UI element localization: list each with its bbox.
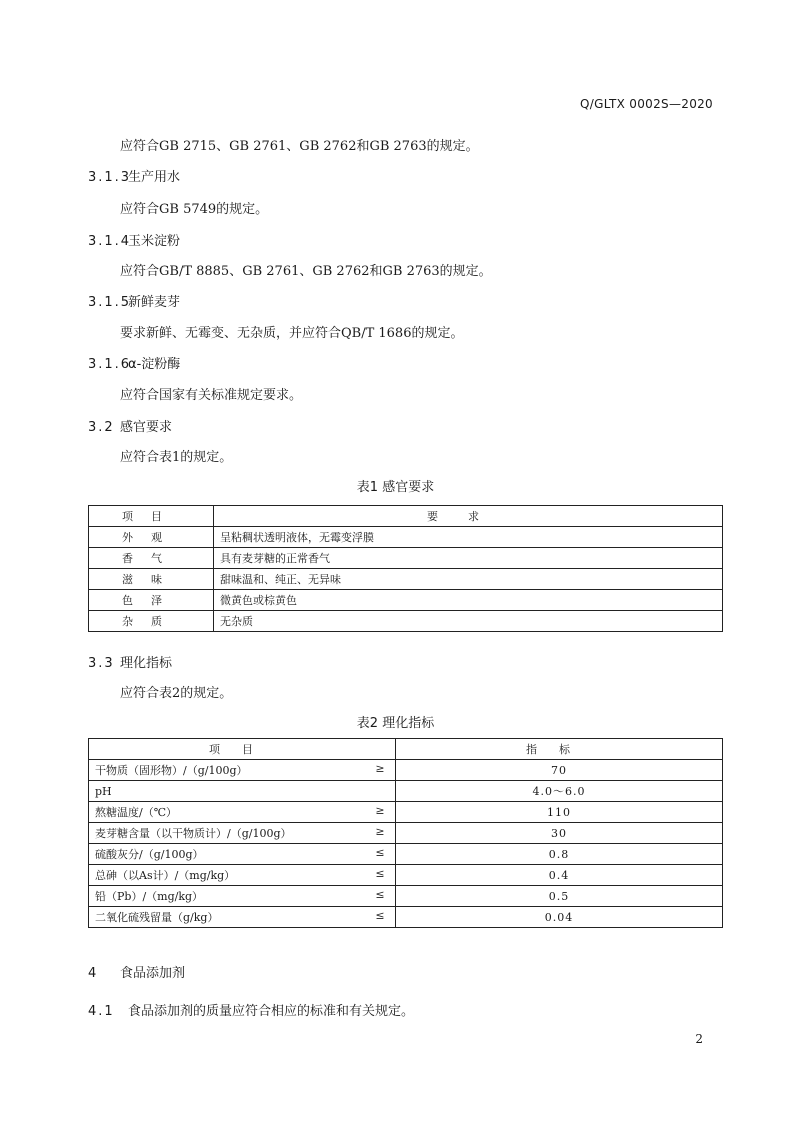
section-title: 理化指标 [120,656,173,671]
table-cell: 微黄色或棕黄色 [214,590,723,611]
table-header-row [89,739,723,760]
table-row [89,760,723,781]
item-name: 二氧化硫残留量（g/kg） [95,911,219,924]
table-row [89,865,723,886]
table-cell: 70 [396,760,723,781]
table-cell [89,802,396,823]
section-number: 3.1.3 [88,170,132,185]
table-cell: 0.5 [396,886,723,907]
section-title: α-淀粉酶 [128,357,181,372]
table1-caption: 表1 感官要求 [356,480,435,495]
table-cell: 色泽 [89,590,214,611]
table-cell: 甜味温和、纯正、无异味 [214,569,723,590]
table-cell [89,760,396,781]
table-header-cell: 项目 [89,506,214,527]
paragraph: 应符合表1的规定。 [120,450,233,465]
table-cell: 杂质 [89,611,214,632]
table-cell: 具有麦芽糖的正常香气 [214,548,723,569]
table-cell: 0.04 [396,907,723,928]
comparison-operator: ≤ [375,909,385,922]
table-cell: 110 [396,802,723,823]
table-cell: 4.0～6.0 [396,781,723,802]
section-number: 3.1.6 [88,357,132,372]
section-heading-3-2 [88,416,172,435]
paragraph: 应符合表2的规定。 [120,686,233,701]
section-number: 3.2 [88,420,115,435]
section-title: 玉米淀粉 [128,234,181,249]
table-row [89,569,723,590]
table-cell [89,823,396,844]
paragraph: 要求新鲜、无霉变、无杂质，并应符合QB/T 1686的规定。 [120,326,464,341]
section-text: 食品添加剂的质量应符合相应的标准和有关规定。 [128,1004,415,1019]
section-number: 3.1.5 [88,295,132,310]
section-heading-4-1 [88,1000,414,1019]
item-name: pH [95,784,112,798]
table-row [89,802,723,823]
table-header-cell: 指标 [396,739,723,760]
item-name: 总砷（以As计）/（mg/kg） [95,869,236,882]
table-row [89,886,723,907]
section-number: 3.1.4 [88,234,132,249]
table-cell: 无杂质 [214,611,723,632]
table-cell: 滋味 [89,569,214,590]
table-row [89,844,723,865]
table-header-cell: 要求 [214,506,723,527]
table-row [89,527,723,548]
section-heading-3-3 [88,652,172,671]
section-number: 4 [88,966,99,981]
comparison-operator: ≤ [375,867,385,880]
physicochemical-index-table [88,738,723,928]
paragraph: 应符合国家有关标准规定要求。 [120,388,303,403]
table-row [89,907,723,928]
item-name: 熬糖温度/（℃） [95,806,178,819]
table-row [89,611,723,632]
section-heading-3-1-6 [88,353,180,372]
section-number: 4.1 [88,1004,115,1019]
section-heading-3-1-5 [88,291,180,310]
section-heading-3-1-4 [88,230,180,249]
sensory-requirements-table [88,505,723,632]
table-header-cell: 项目 [89,739,396,760]
page-number: 2 [695,1032,703,1046]
table-cell: 外观 [89,527,214,548]
table-cell: 0.4 [396,865,723,886]
table-cell [89,844,396,865]
section-title: 感官要求 [120,420,173,435]
section-number: 3.3 [88,656,115,671]
table-cell [89,865,396,886]
section-title: 生产用水 [128,170,181,185]
item-name: 麦芽糖含量（以干物质计）/（g/100g） [95,827,292,840]
table-cell: 呈粘稠状透明液体，无霉变浮膜 [214,527,723,548]
table-cell: 0.8 [396,844,723,865]
table-row [89,548,723,569]
section-heading-3-1-3 [88,166,180,185]
table-cell [89,886,396,907]
table-row [89,590,723,611]
comparison-operator: ≤ [375,888,385,901]
table-row [89,781,723,802]
comparison-operator: ≥ [375,762,385,775]
section-heading-4 [88,962,185,981]
item-name: 硫酸灰分/（g/100g） [95,848,204,861]
table-row [89,823,723,844]
paragraph: 应符合GB 2715、GB 2761、GB 2762和GB 2763的规定。 [120,139,479,154]
comparison-operator: ≤ [375,846,385,859]
item-name: 铅（Pb）/（mg/kg） [95,890,204,903]
section-title: 食品添加剂 [120,966,186,981]
table2-caption: 表2 理化指标 [356,716,435,731]
table-header-row [89,506,723,527]
standard-code-header: Q/GLTX 0002S—2020 [580,97,713,111]
paragraph: 应符合GB/T 8885、GB 2761、GB 2762和GB 2763的规定。 [120,264,492,279]
table-cell [89,781,396,802]
item-name: 干物质（固形物）/（g/100g） [95,764,248,777]
table-cell [89,907,396,928]
table-cell: 30 [396,823,723,844]
table-cell: 香气 [89,548,214,569]
comparison-operator: ≥ [375,804,385,817]
paragraph: 应符合GB 5749的规定。 [120,202,269,217]
section-title: 新鲜麦芽 [128,295,181,310]
comparison-operator: ≥ [375,825,385,838]
